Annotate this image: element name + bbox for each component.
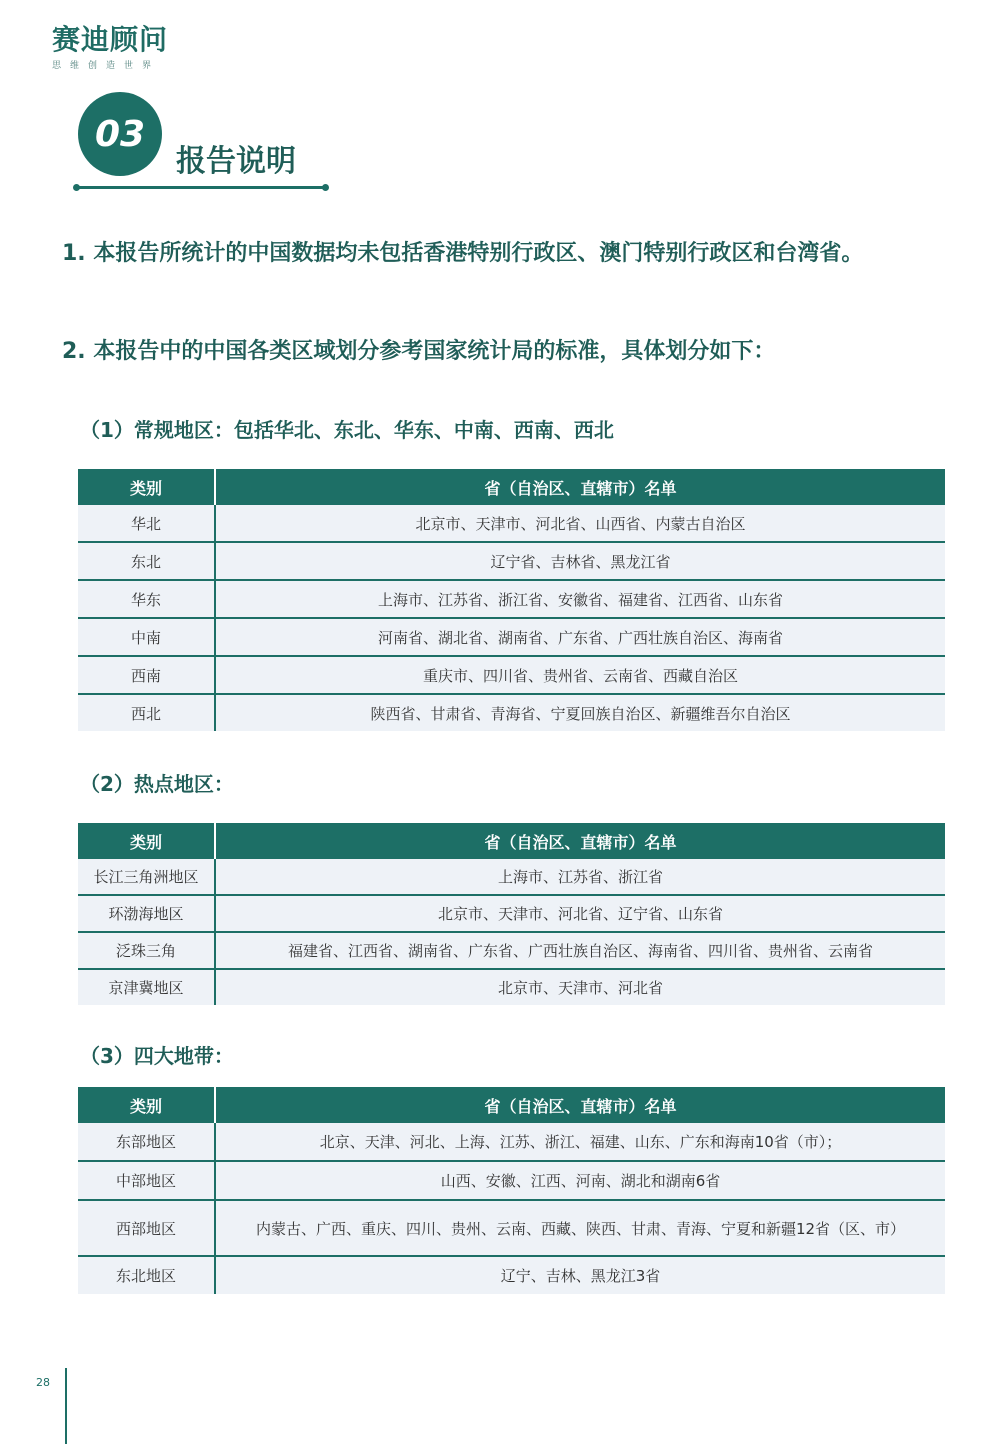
table-2-heading: （2）热点地区： xyxy=(80,772,234,796)
page-number: 28 xyxy=(36,1376,50,1389)
note-2: 2. 本报告中的中国各类区域划分参考国家统计局的标准，具体划分如下： xyxy=(62,339,776,364)
table-row xyxy=(78,1161,945,1200)
region-name: 西南 xyxy=(78,656,215,694)
table-row xyxy=(78,542,945,580)
column-header-provinces: 省（自治区、直辖市）名单 xyxy=(215,1087,945,1123)
region-name: 环渤海地区 xyxy=(78,895,215,932)
province-list: 辽宁、吉林、黑龙江3省 xyxy=(215,1256,945,1294)
section-divider xyxy=(76,186,326,189)
region-name: 东北 xyxy=(78,542,215,580)
province-list: 北京市、天津市、河北省、山西省、内蒙古自治区 xyxy=(215,505,945,542)
column-header-category: 类别 xyxy=(78,469,215,505)
table-row xyxy=(78,505,945,542)
hotspot-regions-table xyxy=(78,823,945,1005)
section-title: 报告说明 xyxy=(176,144,296,179)
province-list: 北京、天津、河北、上海、江苏、浙江、福建、山东、广东和海南10省（市）； xyxy=(215,1123,945,1161)
table-1-heading: （1）常规地区：包括华北、东北、华东、中南、西南、西北 xyxy=(80,418,614,442)
province-list: 上海市、江苏省、浙江省 xyxy=(215,859,945,895)
region-name: 华东 xyxy=(78,580,215,618)
logo-subtitle: 思维创造世界 xyxy=(52,61,161,71)
regular-regions-table xyxy=(78,469,945,731)
column-header-provinces: 省（自治区、直辖市）名单 xyxy=(215,469,945,505)
region-name: 东部地区 xyxy=(78,1123,215,1161)
table-row xyxy=(78,694,945,731)
note-1: 1. 本报告所统计的中国数据均未包括香港特别行政区、澳门特别行政区和台湾省。 xyxy=(62,241,864,266)
table-row xyxy=(78,656,945,694)
table-3-heading: （3）四大地带： xyxy=(80,1044,234,1068)
region-name: 西北 xyxy=(78,694,215,731)
table-row xyxy=(78,969,945,1005)
table-row xyxy=(78,580,945,618)
province-list: 内蒙古、广西、重庆、四川、贵州、云南、西藏、陕西、甘肃、青海、宁夏和新疆12省（区、市） xyxy=(215,1200,945,1256)
region-name: 西部地区 xyxy=(78,1200,215,1256)
footer-divider xyxy=(65,1368,67,1444)
region-name: 东北地区 xyxy=(78,1256,215,1294)
logo xyxy=(52,24,168,71)
table-row xyxy=(78,1256,945,1294)
table-row xyxy=(78,859,945,895)
province-list: 福建省、江西省、湖南省、广东省、广西壮族自治区、海南省、四川省、贵州省、云南省 xyxy=(215,932,945,969)
province-list: 辽宁省、吉林省、黑龙江省 xyxy=(215,542,945,580)
column-header-provinces: 省（自治区、直辖市）名单 xyxy=(215,823,945,859)
region-name: 京津冀地区 xyxy=(78,969,215,1005)
table-row xyxy=(78,1200,945,1256)
table-row xyxy=(78,895,945,932)
region-name: 泛珠三角 xyxy=(78,932,215,969)
table-row xyxy=(78,618,945,656)
section-number-badge: 03 xyxy=(78,92,162,176)
region-name: 长江三角洲地区 xyxy=(78,859,215,895)
province-list: 北京市、天津市、河北省、辽宁省、山东省 xyxy=(215,895,945,932)
province-list: 河南省、湖北省、湖南省、广东省、广西壮族自治区、海南省 xyxy=(215,618,945,656)
logo-title: 赛迪顾问 xyxy=(52,23,169,56)
region-name: 中部地区 xyxy=(78,1161,215,1200)
province-list: 重庆市、四川省、贵州省、云南省、西藏自治区 xyxy=(215,656,945,694)
region-name: 华北 xyxy=(78,505,215,542)
column-header-category: 类别 xyxy=(78,823,215,859)
table-row xyxy=(78,1123,945,1161)
table-row xyxy=(78,932,945,969)
four-zones-table xyxy=(78,1087,945,1294)
column-header-category: 类别 xyxy=(78,1087,215,1123)
region-name: 中南 xyxy=(78,618,215,656)
province-list: 上海市、江苏省、浙江省、安徽省、福建省、江西省、山东省 xyxy=(215,580,945,618)
province-list: 陕西省、甘肃省、青海省、宁夏回族自治区、新疆维吾尔自治区 xyxy=(215,694,945,731)
province-list: 北京市、天津市、河北省 xyxy=(215,969,945,1005)
province-list: 山西、安徽、江西、河南、湖北和湖南6省 xyxy=(215,1161,945,1200)
